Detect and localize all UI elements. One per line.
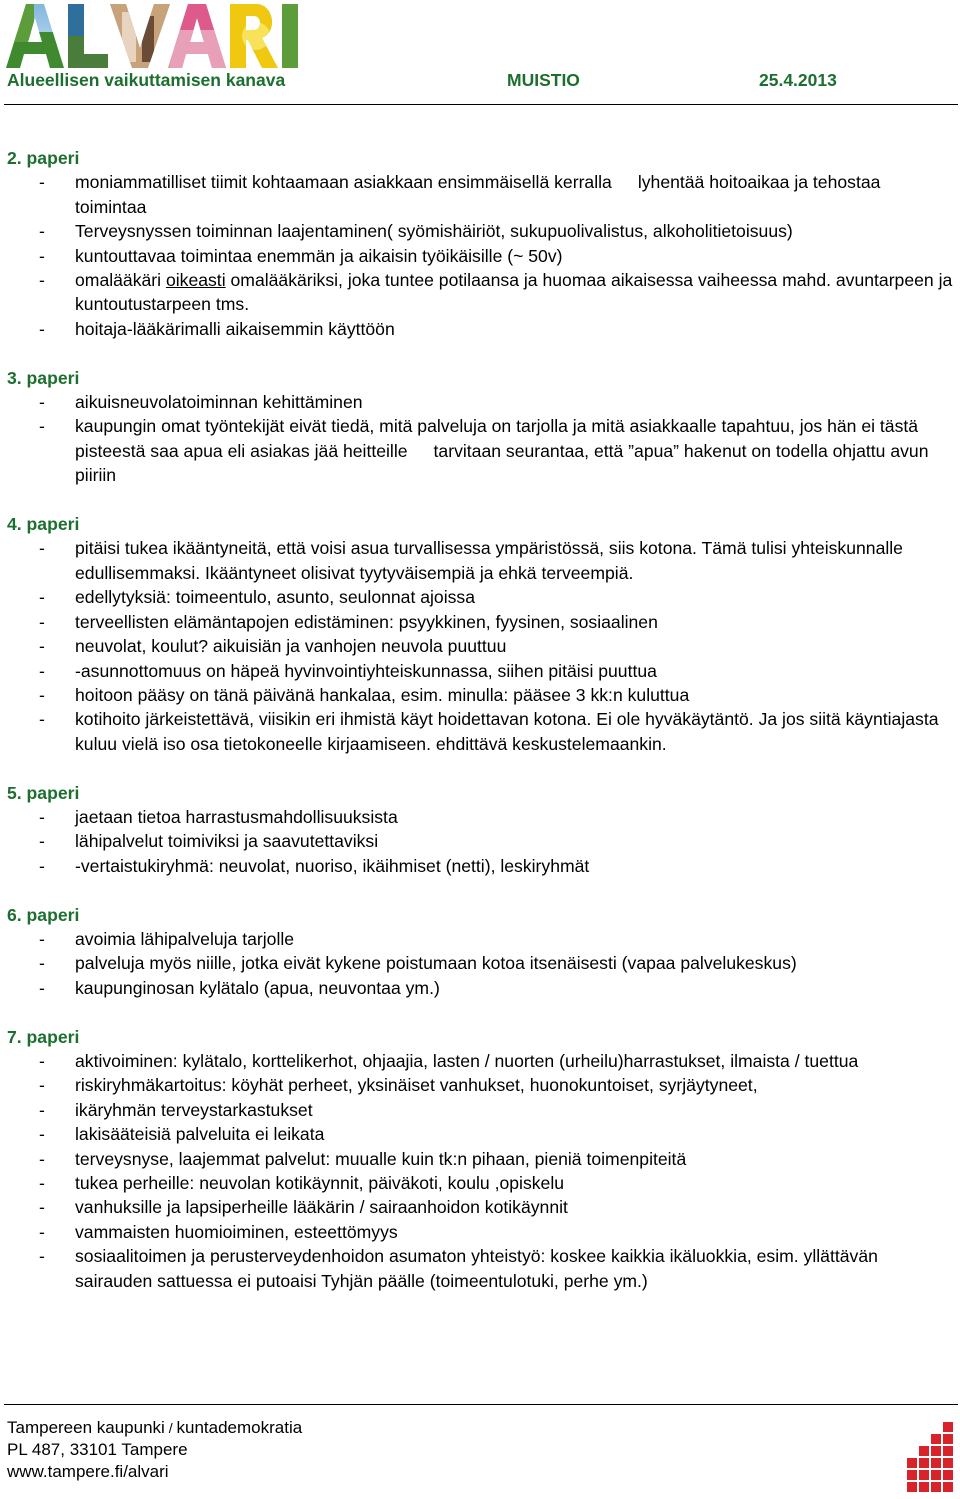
list-item — [7, 1049, 955, 1073]
item-text: hoitaja-lääkärimalli aikaisemmin käyttöön — [75, 318, 395, 339]
section — [7, 366, 955, 488]
item-text: ikäryhmän terveystarkastukset — [75, 1099, 313, 1120]
section — [7, 512, 955, 756]
bullet-dash: - — [39, 318, 45, 339]
item-text: aikuisneuvolatoiminnan kehittäminen — [75, 392, 363, 413]
item-text: sosiaalitoimen ja perusterveydenhoidon asumaton yhteistyö: koskee kaikkia ikäluokkia, esim. yllättävän sairauden sattuessa ei putoaisi Tyhjän päälle (toimeentulotuki, perhe ym.) — [75, 1246, 878, 1291]
section-title: 5. paperi — [7, 782, 80, 803]
alvari-logo — [4, 2, 302, 68]
list-item — [7, 585, 955, 609]
bullet-dash: - — [39, 245, 45, 266]
bullet-dash: - — [39, 587, 45, 608]
list-item — [7, 927, 955, 951]
list-item — [7, 683, 955, 707]
footer-address: PL 487, 33101 Tampere — [7, 1440, 188, 1459]
list-item — [7, 829, 955, 853]
item-text: tukea perheille: neuvolan kotikäynnit, päiväkoti, koulu ,opiskelu — [75, 1172, 565, 1193]
item-text: vammaisten huomioiminen, esteettömyys — [75, 1221, 398, 1242]
bullet-dash: - — [39, 806, 45, 827]
bullet-dash: - — [39, 660, 45, 681]
memo-content — [7, 146, 955, 1317]
item-text: neuvolat, koulut? aikuisiän ja vanhojen neuvola puuttuu — [75, 636, 507, 657]
header-doc-type: MUISTIO — [507, 70, 580, 90]
item-text: lakisääteisiä palveluita ei leikata — [75, 1124, 325, 1145]
bullet-dash: - — [39, 953, 45, 974]
item-text: -asunnottomuus on häpeä hyvinvointiyhteiskunnassa, siihen pitäisi puuttua — [75, 660, 657, 681]
bullet-list — [7, 170, 955, 341]
list-item — [7, 536, 955, 585]
list-item — [7, 244, 955, 268]
list-item — [7, 951, 955, 975]
item-text: lähipalvelut toimiviksi ja saavutettaviksi — [75, 831, 379, 852]
item-text: omalääkäri — [75, 270, 162, 291]
list-item — [7, 390, 955, 414]
item-text: avoimia lähipalveluja tarjolle — [75, 928, 295, 949]
bullet-dash: - — [39, 831, 45, 852]
list-item — [7, 268, 955, 317]
bullet-dash: - — [39, 1148, 45, 1169]
tampere-logo — [903, 1418, 959, 1498]
list-item — [7, 805, 955, 829]
bullet-dash: - — [39, 1075, 45, 1096]
section — [7, 903, 955, 1001]
header-date: 25.4.2013 — [759, 70, 837, 90]
bullet-dash: - — [39, 611, 45, 632]
header-divider — [4, 104, 958, 105]
list-item — [7, 1244, 955, 1293]
list-item — [7, 1171, 955, 1195]
bullet-dash: - — [39, 221, 45, 242]
list-item — [7, 1195, 955, 1219]
list-item — [7, 707, 955, 756]
list-item — [7, 1122, 955, 1146]
section — [7, 781, 955, 879]
item-text: kaupunginosan kylätalo (apua, neuvontaa ym.) — [75, 977, 440, 998]
item-text: terveellisten elämäntapojen edistäminen: psyykkinen, fyysinen, sosiaalinen — [75, 611, 658, 632]
bullet-dash: - — [39, 392, 45, 413]
list-item — [7, 1147, 955, 1171]
footer-dept: kuntademokratia — [176, 1418, 303, 1437]
item-text: kotihoito järkeistettävä, viisikin eri ihmistä käyt hoidettavan kotona. Ei ole hyväkäytäntö. Ja jos siitä käyntiajasta kuluu vielä iso osa tietokoneelle kirjaamiseen. ehdittävä keskustelemaankin. — [75, 709, 939, 754]
item-text: edellytyksiä: toimeentulo, asunto, seulonnat ajoissa — [75, 587, 476, 608]
item-underlined-word: oikeasti — [165, 270, 226, 291]
bullet-dash: - — [39, 928, 45, 949]
bullet-list — [7, 536, 955, 756]
list-item — [7, 1220, 955, 1244]
bullet-dash: - — [39, 1050, 45, 1071]
item-text: -vertaistukiryhmä: neuvolat, nuoriso, ikäihmiset (netti), leskiryhmät — [75, 855, 590, 876]
list-item — [7, 170, 955, 219]
section-title: 3. paperi — [7, 367, 80, 388]
header-org-name: Alueellisen vaikuttamisen kanava — [7, 70, 286, 90]
bullet-dash: - — [39, 855, 45, 876]
item-text: moniammatilliset tiimit kohtaamaan asiakkaan ensimmäisellä kerralla — [75, 172, 612, 193]
footer-divider — [4, 1404, 958, 1405]
bullet-list — [7, 390, 955, 488]
list-item — [7, 1098, 955, 1122]
bullet-dash: - — [39, 1099, 45, 1120]
bullet-dash: - — [39, 1246, 45, 1267]
section-title: 4. paperi — [7, 514, 80, 535]
list-item — [7, 219, 955, 243]
item-text: terveysnyse, laajemmat palvelut: muualle kuin tk:n pihaan, pieniä toimenpiteitä — [75, 1148, 687, 1169]
section-title: 6. paperi — [7, 904, 80, 925]
bullet-dash: - — [39, 636, 45, 657]
item-text: kaupungin omat työntekijät eivät tiedä, mitä palveluja on tarjolla ja mitä asiakkaalle tapahtuu, jos hän ei tästä pisteestä saa apua eli asiakas jää heitteille — [75, 416, 919, 461]
item-text: Terveysnyssen toiminnan laajentaminen( syömishäiriöt, sukupuolivalistus, alkoholitietoisuus) — [75, 221, 793, 242]
bullet-list — [7, 1049, 955, 1293]
list-item — [7, 976, 955, 1000]
footer-org: Tampereen kaupunki — [7, 1418, 165, 1437]
footer-organization — [7, 1417, 302, 1439]
footer-url[interactable]: www.tampere.fi/alvari — [7, 1462, 169, 1481]
section — [7, 146, 955, 341]
list-item — [7, 659, 955, 683]
list-item — [7, 1073, 955, 1097]
list-item — [7, 414, 955, 487]
bullet-list — [7, 927, 955, 1000]
list-item — [7, 854, 955, 878]
bullet-dash: - — [39, 270, 45, 291]
section-title: 2. paperi — [7, 148, 80, 168]
bullet-dash: - — [39, 709, 45, 730]
item-text: palveluja myös niille, jotka eivät kykene poistumaan kotoa itsenäisesti (vapaa palvelukeskus) — [75, 953, 797, 974]
bullet-dash: - — [39, 416, 45, 437]
bullet-dash: - — [39, 1124, 45, 1145]
bullet-dash: - — [39, 538, 45, 559]
bullet-dash: - — [39, 1172, 45, 1193]
bullet-dash: - — [39, 172, 45, 193]
item-text: aktivoiminen: kylätalo, korttelikerhot, ohjaajia, lasten / nuorten (urheilu)harrastukset, ilmaista / tuettua — [75, 1050, 859, 1071]
item-text: hoitoon pääsy on tänä päivänä hankalaa, esim. minulla: pääsee 3 kk:n kuluttua — [75, 684, 690, 705]
bullet-dash: - — [39, 684, 45, 705]
bullet-list — [7, 805, 955, 878]
item-text-continued: omalääkäriksi, joka tuntee potilaansa ja huomaa aikaisessa vaiheessa mahd. avuntarpeen ja kuntoutustarpeen tms. — [75, 270, 953, 315]
item-text: kuntouttavaa toimintaa enemmän ja aikaisin työikäisille (~ 50v) — [75, 245, 563, 266]
footer-separator: / — [164, 1420, 177, 1436]
list-item — [7, 610, 955, 634]
item-text: vanhuksille ja lapsiperheille lääkärin / sairaanhoidon kotikäynnit — [75, 1197, 568, 1218]
item-text-continued: tarvitaan seurantaa, että ”apua” hakenut on todella ohjattu avun piiriin — [75, 440, 929, 486]
item-text-continued: lyhentää hoitoaikaa ja tehostaa toimintaa — [75, 172, 881, 217]
item-text: riskiryhmäkartoitus: köyhät perheet, yksinäiset vanhukset, huonokuntoiset, syrjäytyneet, — [75, 1075, 758, 1096]
bullet-dash: - — [39, 977, 45, 998]
item-text: jaetaan tietoa harrastusmahdollisuuksista — [75, 806, 398, 827]
bullet-dash: - — [39, 1197, 45, 1218]
section — [7, 1025, 955, 1293]
section-title: 7. paperi — [7, 1026, 80, 1047]
list-item — [7, 317, 955, 341]
bullet-dash: - — [39, 1221, 45, 1242]
item-text: pitäisi tukea ikääntyneitä, että voisi asua turvallisessa ympäristössä, siis kotona. Tämä tulisi yhteiskunnalle edullisemmaksi. Ikääntyneet olisivat tyytyväisempiä ja ehkä terveempiä. — [75, 538, 903, 583]
list-item — [7, 634, 955, 658]
